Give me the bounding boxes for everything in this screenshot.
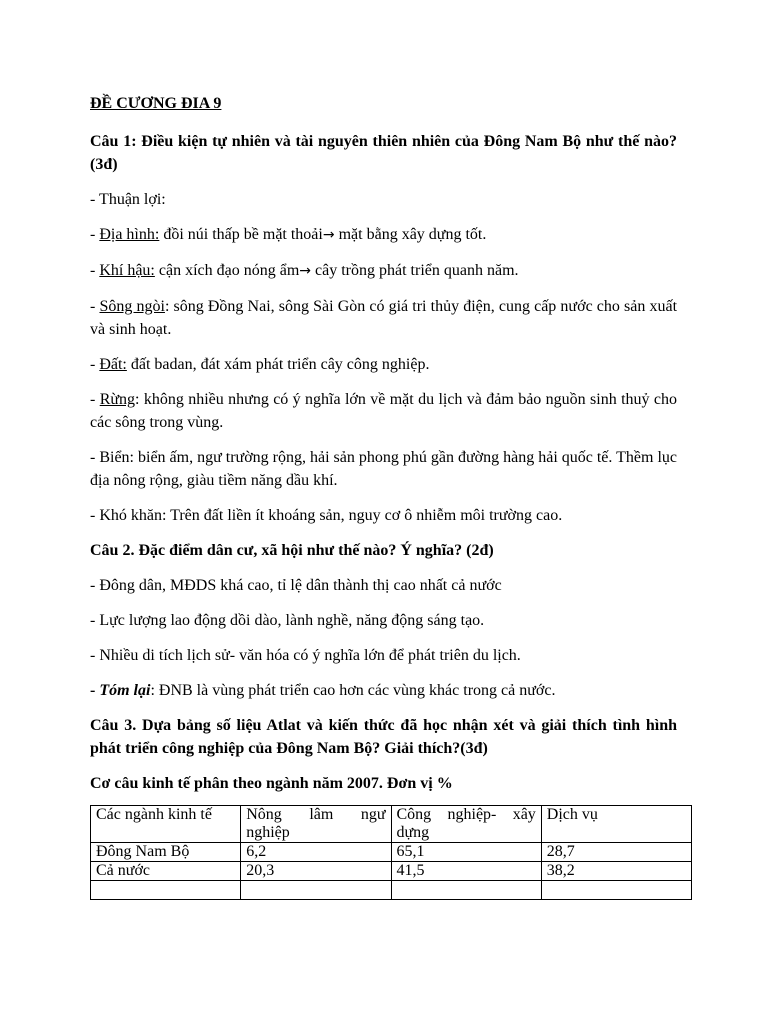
climate-item: - Khí hậu: cận xích đạo nóng ẩm→ cây trồng phát triển quanh năm. xyxy=(90,262,519,279)
terrain-result: mặt bằng xây dựng tốt. xyxy=(334,226,487,243)
sea-item: - Biển: biển ấm, ngư trường rộng, hải sản phong phú gần đường hàng hải quốc tế. Thềm lục địa nông rộng, giàu tiềm năng dầu khí. xyxy=(90,449,677,489)
table-row xyxy=(91,843,692,862)
document-title: ĐỀ CƯƠNG ĐIA 9 xyxy=(90,95,222,112)
climate-label: Khí hậu: xyxy=(99,262,155,279)
table-row xyxy=(91,862,692,881)
climate-text: cận xích đạo nóng ẩm xyxy=(154,262,300,279)
question-3-heading: Câu 3. Dựa bảng số liệu Atlat và kiến thức đã học nhận xét và giải thích tình hình phát triển công nghiệp của Đông Nam Bộ? Giải thích?(3đ) xyxy=(90,717,677,757)
table-cell xyxy=(91,881,241,900)
forest-text: : không nhiều nhưng có ý nghĩa lớn về mặt du lịch và đảm bảo nguồn sinh thuỷ cho các sông trong vùng. xyxy=(90,391,677,431)
table-cell xyxy=(241,881,391,900)
forest-item: - Rừng: không nhiều nhưng có ý nghĩa lớn về mặt du lịch và đảm bảo nguồn sinh thuỷ cho các sông trong vùng. xyxy=(90,391,677,431)
question-1-heading: Câu 1: Điều kiện tự nhiên và tài nguyên thiên nhiên của Đông Nam Bộ như thế nào? (3đ) xyxy=(90,133,677,173)
forest-label: Rừng xyxy=(99,391,136,408)
document-page xyxy=(90,92,677,900)
table-cell: Cả nước xyxy=(91,862,241,881)
table-cell: 6,2 xyxy=(241,843,391,862)
table-cell xyxy=(391,881,541,900)
climate-result: cây trồng phát triển quanh năm. xyxy=(311,262,519,279)
terrain-label: Địa hình: xyxy=(99,226,160,243)
soil-item: - Đất: đất badan, đát xám phát triển cây công nghiệp. xyxy=(90,356,430,373)
heritage-item: - Nhiều di tích lịch sử- văn hóa có ý nghĩa lớn để phát triên du lịch. xyxy=(90,647,521,664)
table-cell xyxy=(541,881,691,900)
terrain-text: đồi núi thấp bề mặt thoải xyxy=(159,226,323,243)
summary-label: Tóm lại xyxy=(99,682,151,699)
table-row xyxy=(91,881,692,900)
table-header-cell: Công nghiệp- xây dựng xyxy=(391,806,541,843)
table-cell: 41,5 xyxy=(391,862,541,881)
right-arrow-icon: → xyxy=(322,227,335,243)
table-cell: 28,7 xyxy=(541,843,691,862)
question-2-heading: Câu 2. Đặc điểm dân cư, xã hội như thế nào? Ý nghĩa? (2đ) xyxy=(90,542,494,559)
table-header-cell: Các ngành kinh tế xyxy=(91,806,241,843)
summary-text: : ĐNB là vùng phát triển cao hơn các vùng khác trong cả nước. xyxy=(150,682,556,699)
table-header-cell: Dịch vụ xyxy=(541,806,691,843)
difficulties-item: - Khó khăn: Trên đất liền ít khoáng sản, nguy cơ ô nhiễm môi trường cao. xyxy=(90,507,563,524)
river-item: - Sông ngòi: sông Đồng Nai, sông Sài Gòn có giá tri thủy điện, cung cấp nước cho sản xuất và sinh hoạt. xyxy=(90,298,678,338)
economic-structure-table xyxy=(90,805,692,900)
labor-item: - Lực lượng lao động dồi dào, lành nghề, năng động sáng tạo. xyxy=(90,612,485,629)
table-header-row xyxy=(91,806,692,843)
terrain-item: - Địa hình: đồi núi thấp bề mặt thoải→ mặt bằng xây dựng tốt. xyxy=(90,226,487,243)
table-title: Cơ câu kinh tế phân theo ngành năm 2007. Đơn vị % xyxy=(90,775,453,792)
table-cell: Đông Nam Bộ xyxy=(91,843,241,862)
table-cell: 38,2 xyxy=(541,862,691,881)
population-item: - Đông dân, MĐDS khá cao, tỉ lệ dân thành thị cao nhất cả nước xyxy=(90,577,502,594)
soil-label: Đất: xyxy=(99,356,127,373)
table-cell: 65,1 xyxy=(391,843,541,862)
river-text: : sông Đồng Nai, sông Sài Gòn có giá tri thủy điện, cung cấp nước cho sản xuất và sinh hoạt. xyxy=(90,298,678,338)
table-cell: 20,3 xyxy=(241,862,391,881)
table-header-cell: Nông lâm ngư nghiệp xyxy=(241,806,391,843)
advantages-label: - Thuận lợi: xyxy=(90,191,166,208)
right-arrow-icon: → xyxy=(299,263,312,279)
river-label: Sông ngòi xyxy=(99,298,165,315)
summary-item: - Tóm lại: ĐNB là vùng phát triển cao hơn các vùng khác trong cả nước. xyxy=(90,682,556,699)
soil-text: đất badan, đát xám phát triển cây công nghiệp. xyxy=(126,356,430,373)
